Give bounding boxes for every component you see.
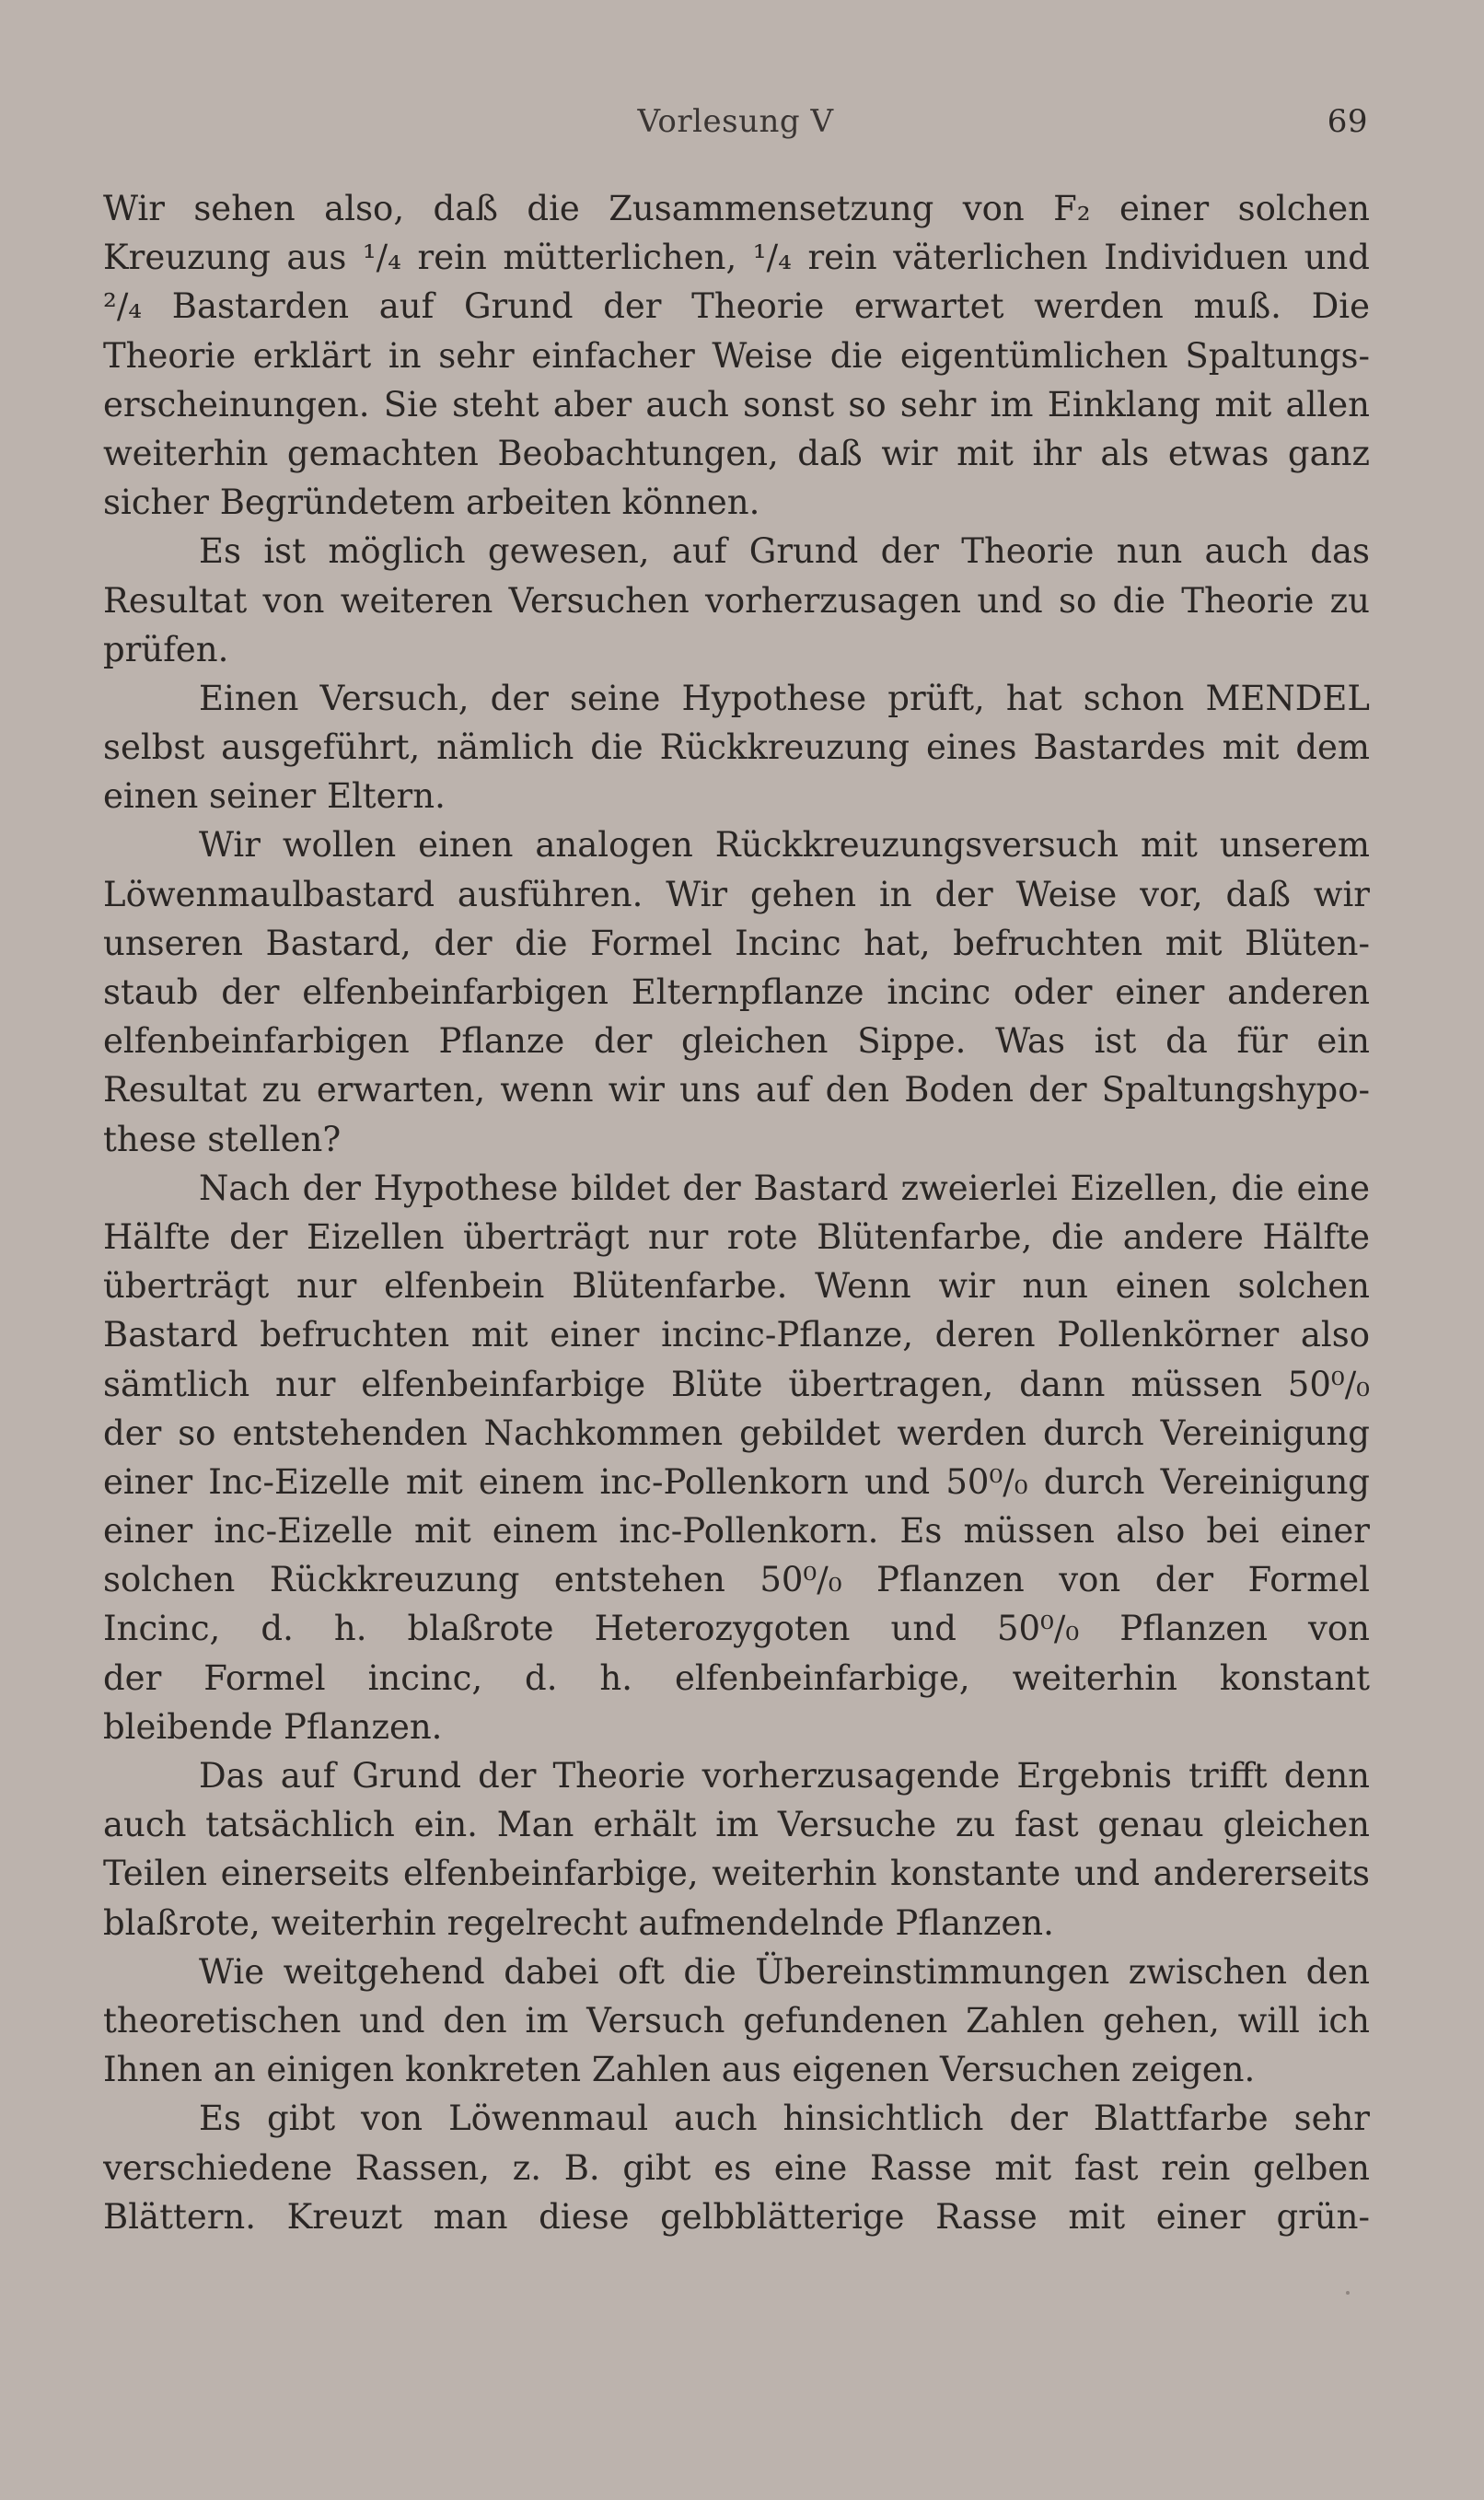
text-line: weiterhin gemachten Beobachtungen, daß wir mit ihr als etwas ganz: [103, 433, 1370, 473]
text-line: sämtlich nur elfenbeinfarbige Blüte übertragen, dann müssen 50⁰/₀: [103, 1364, 1370, 1404]
text-line: Wie weitgehend dabei oft die Übereinstimmungen zwischen den: [199, 1951, 1370, 1992]
text-line: Wir sehen also, daß die Zusammensetzung von F₂ einer solchen: [103, 189, 1370, 228]
text-line: unseren Bastard, der die Formel Incinc hat, befruchten mit Blüten-: [103, 923, 1370, 963]
text-line: Bastard befruchten mit einer incinc-Pflanze, deren Pollenkörner also: [103, 1315, 1370, 1355]
text-line: Es gibt von Löwenmaul auch hinsichtlich der Blattfarbe sehr: [199, 2099, 1370, 2139]
text-line: Es ist möglich gewesen, auf Grund der Theorie nun auch das: [199, 531, 1370, 572]
text-line: Resultat zu erwarten, wenn wir uns auf den Boden der Spaltungshypo-: [103, 1070, 1370, 1110]
text-line: bleibende Pflanzen.: [103, 1706, 443, 1747]
body-text: [103, 184, 1370, 2241]
running-head: Vorlesung V: [637, 103, 834, 140]
text-line: staub der elfenbeinfarbigen Elternpflanze incinc oder einer anderen: [103, 972, 1370, 1012]
text-line: auch tatsächlich ein. Man erhält im Versuche zu fast genau gleichen: [103, 1805, 1370, 1845]
text-line: der so entstehenden Nachkommen gebildet werden durch Vereinigung: [103, 1413, 1370, 1453]
text-line: Theorie erklärt in sehr einfacher Weise die eigentümlichen Spaltungs-: [103, 335, 1370, 376]
text-line: verschiedene Rassen, z. B. gibt es eine Rasse mit fast rein gelben: [103, 2147, 1370, 2188]
page-number: 69: [1327, 103, 1368, 140]
text-line: Ihnen an einigen konkreten Zahlen aus eigenen Versuchen zeigen.: [103, 2050, 1256, 2090]
text-line: selbst ausgeführt, nämlich die Rückkreuzung eines Bastardes mit dem: [103, 727, 1370, 768]
text-line: sicher Begründetem arbeiten können.: [103, 483, 760, 523]
text-line: Resultat von weiteren Versuchen vorherzusagen und so die Theorie zu: [103, 580, 1370, 621]
text-line: der Formel incinc, d. h. elfenbeinfarbige, weiterhin konstant: [103, 1657, 1370, 1698]
text-line: Kreuzung aus ¹/₄ rein mütterlichen, ¹/₄ rein väterlichen Individuen und: [103, 238, 1370, 278]
text-line: Hälfte der Eizellen überträgt nur rote Blütenfarbe, die andere Hälfte: [103, 1216, 1370, 1257]
text-line: einen seiner Eltern.: [103, 776, 446, 817]
text-line: theoretischen und den im Versuch gefundenen Zahlen gehen, will ich: [103, 2000, 1370, 2041]
text-line: einer Inc-Eizelle mit einem inc-Pollenkorn und 50⁰/₀ durch Vereinigung: [103, 1461, 1370, 1502]
text-line: Blättern. Kreuzt man diese gelbblätterige Rasse mit einer grün-: [103, 2196, 1370, 2237]
text-line: Löwenmaulbastard ausführen. Wir gehen in der Weise vor, daß wir: [103, 874, 1370, 914]
text-line: ²/₄ Bastarden auf Grund der Theorie erwartet werden muß. Die: [103, 286, 1370, 327]
text-line: Nach der Hypothese bildet der Bastard zweierlei Eizellen, die eine: [199, 1168, 1370, 1208]
text-line: elfenbeinfarbigen Pflanze der gleichen Sippe. Was ist da für ein: [103, 1021, 1370, 1062]
text-line: einer inc-Eizelle mit einem inc-Pollenkorn. Es müssen also bei einer: [103, 1511, 1370, 1552]
text-line: Wir wollen einen analogen Rückkreuzungsversuch mit unserem: [199, 825, 1370, 866]
text-line: Das auf Grund der Theorie vorherzusagende Ergebnis trifft denn: [199, 1756, 1370, 1796]
page-header: [101, 103, 1370, 149]
text-line: erscheinungen. Sie steht aber auch sonst so sehr im Einklang mit allen: [103, 384, 1370, 424]
text-line: überträgt nur elfenbein Blütenfarbe. Wenn wir nun einen solchen: [103, 1266, 1370, 1307]
text-line: Incinc, d. h. blaßrote Heterozygoten und 50⁰/₀ Pflanzen von: [103, 1609, 1370, 1649]
text-line: these stellen?: [103, 1119, 342, 1159]
text-line: Teilen einerseits elfenbeinfarbige, weiterhin konstante und andererseits: [103, 1854, 1370, 1894]
text-line: prüfen.: [103, 629, 229, 669]
text-line: Einen Versuch, der seine Hypothese prüft, hat schon MENDEL: [199, 678, 1370, 718]
paper-speck: [1346, 2291, 1350, 2295]
text-line: blaßrote, weiterhin regelrecht aufmendelnde Pflanzen.: [103, 1902, 1054, 1943]
text-line: solchen Rückkreuzung entstehen 50⁰/₀ Pflanzen von der Formel: [103, 1560, 1370, 1600]
